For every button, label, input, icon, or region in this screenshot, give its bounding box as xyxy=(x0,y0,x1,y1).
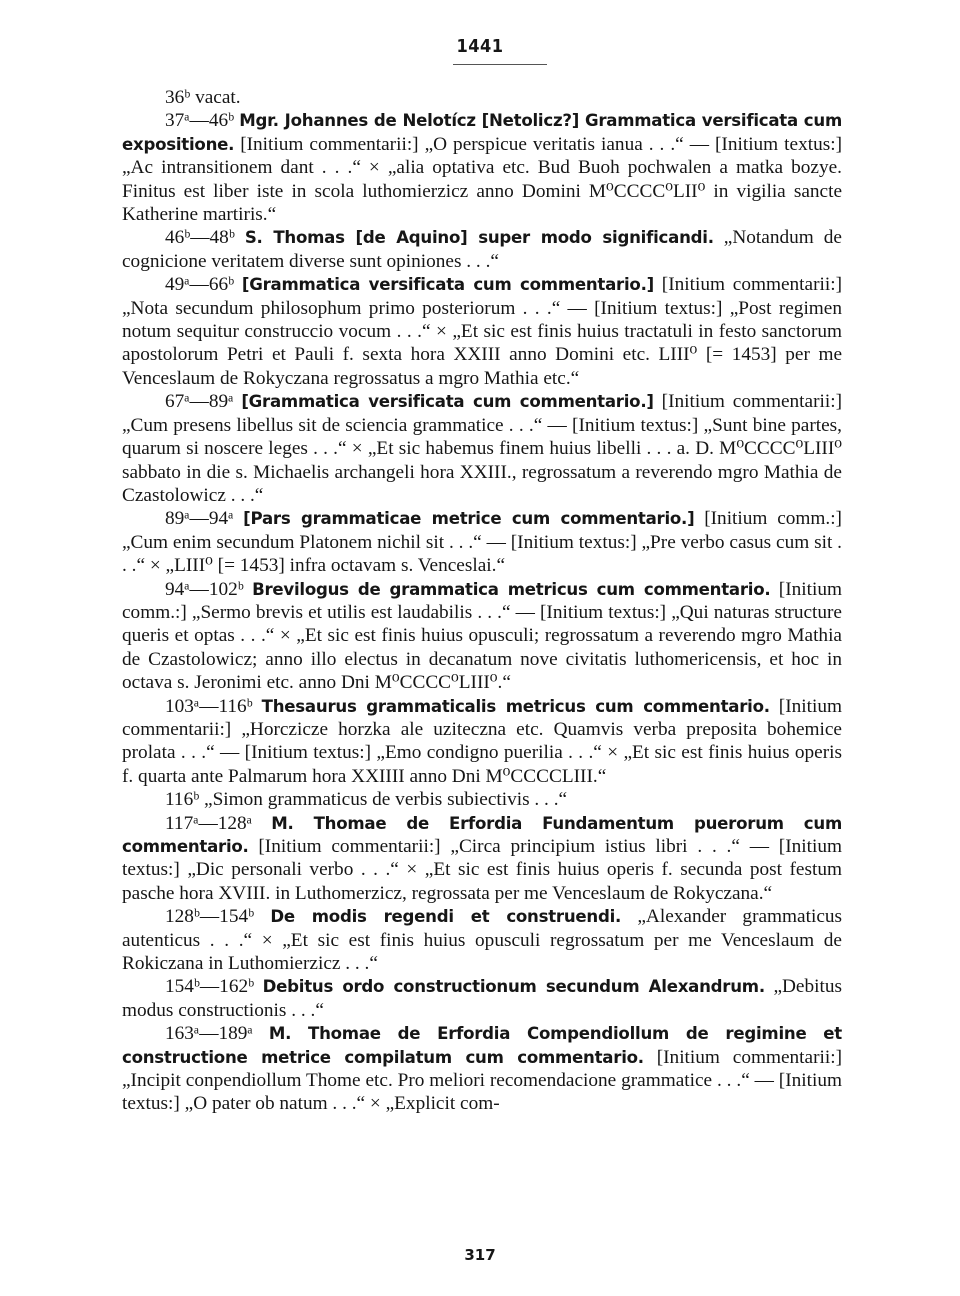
entry-67a-89a xyxy=(122,390,842,507)
work-title: Brevilogus de grammatica metricus cum commentario. xyxy=(252,579,771,599)
entry-text: vacat. xyxy=(195,87,241,108)
folio-range: 94ᵃ—102ᵇ xyxy=(165,578,244,600)
work-title: Debitus ordo constructionum secundum Alexandrum. xyxy=(262,977,765,997)
entry-text: [Initium comm.:] „Sermo brevis et utilis est laudabilis . . .“ — [Initium textus:] „Qui naturas structure queris et optas . . .“ × „Et sic est finis huius opusculi; regrossatum a reverendo mgro Mathia de Czastolowicz; anno illo electus in decanatum nove civitatis luthomericensis, et hoc in octava s. Jeronimi etc. anno Dni M⁰CCCC⁰LIII⁰.“ xyxy=(122,578,842,694)
entry-49a-66b xyxy=(122,273,842,390)
work-title: [Grammatica versificata cum commentario.] xyxy=(241,392,654,412)
work-title: [Pars grammaticae metrice cum commentario.] xyxy=(243,509,695,529)
entry-103a-116b xyxy=(122,695,842,789)
folio-range: 128ᵇ—154ᵇ xyxy=(165,906,255,928)
entry-154b-162b xyxy=(122,975,842,1022)
folio-range: 46ᵇ—48ᵇ xyxy=(165,227,235,249)
folio-range: 103ᵃ—116ᵇ xyxy=(165,695,253,717)
entry-163a-189a xyxy=(122,1022,842,1116)
entry-text: „Simon grammaticus de verbis subiectivis . . .“ xyxy=(204,789,568,811)
running-head: 1441 xyxy=(456,36,504,57)
work-title: Mgr. Johannes de Nelotícz [Netolicz?] Grammatica versificata cum expositione. xyxy=(122,111,842,154)
entry-36b xyxy=(122,86,842,109)
entry-text: [Initium commentarii:] „Cum presens libellus sit de sciencia grammatice . . .“ — [Initium textus:] „Sunt bine partes, quarum si noscere leges . . .“ × „Et sic habemus finem huius libelli . . . a. D. M⁰CCCC⁰LIII⁰ sabbato in die s. Michaelis archangeli hora XXIII., regrossatum a reverendo mgro Mathia de Czastolowicz . . .“ xyxy=(122,391,842,506)
folio-range: 154ᵇ—162ᵇ xyxy=(165,976,255,998)
catalogue-text xyxy=(122,86,842,1116)
entry-text: „Debitus modus constructionis . . .“ xyxy=(122,976,842,1021)
folio-range: 89ᵃ—94ᵃ xyxy=(165,508,234,530)
entry-text: „Notandum de cognicione veritatem diverse sunt opiniones . . .“ xyxy=(122,227,842,272)
work-title: Thesaurus grammaticalis metricus cum commentario. xyxy=(261,696,770,716)
entry-text: [Initium commentarii:] „O perspicue veritatis ianua . . .“ — [Initium textus:] „Ac intransitionem dant . . .“ × „alia optativa etc. Bud Buoh pochwalen a matka bozye. Finitus est liber iste in scola luthomierzicz anno Domini M⁰CCCC⁰LII⁰ in vigilia sancte Katherine martiris.“ xyxy=(122,133,843,226)
folio-range: 116ᵇ xyxy=(165,789,200,811)
entry-46b-48b xyxy=(122,226,842,273)
folio-range: 36ᵇ xyxy=(165,87,191,108)
entry-128b-154b xyxy=(122,905,842,975)
work-title: S. Thomas [de Aquino] super modo significandi. xyxy=(244,228,714,248)
folio-range: 67ᵃ—89ᵃ xyxy=(165,391,234,413)
folio-range: 117ᵃ—128ᵃ xyxy=(165,812,252,834)
entry-text: [Initium commentarii:] „Incipit conpendiollum Thome etc. Pro meliori recomendacione grammatice . . .“ — [Initium textus:] „O pater ob natum . . .“ × „Explicit com- xyxy=(122,1046,843,1115)
work-title: M. Thomae de Erfordia Fundamentum puerorum cum commentario. xyxy=(122,813,842,856)
entry-89a-94a xyxy=(122,507,842,577)
entry-text: „Alexander grammaticus autenticus . . .“ × „Et sic est finis huius opusculi regrossatum per me Venceslaum de Rokiczana in Luthomierzicz . . .“ xyxy=(122,906,843,975)
entry-117a-128a xyxy=(122,812,842,906)
entry-37a-46b xyxy=(122,109,842,226)
page-number: 317 xyxy=(464,1246,496,1264)
work-title: M. Thomae de Erfordia Compendiollum de regimine et constructione metrice compilatum cum commentario. xyxy=(122,1024,842,1067)
work-title: De modis regendi et construendi. xyxy=(270,907,622,927)
header-rule xyxy=(453,64,547,65)
folio-range: 163ᵃ—189ᵃ xyxy=(165,1023,253,1045)
folio-range: 49ᵃ—66ᵇ xyxy=(165,274,235,296)
folio-range: 37ᵃ—46ᵇ xyxy=(165,110,235,132)
entry-text: [Initium commentarii:] „Nota secundum philosophum primo posteriorum . . .“ — [Initium textus:] „Post regimen notum sequitur construccio vocum . . .“ × „Et sic est finis huius tractatuli in festo sanctorum apostolorum Petri et Pauli f. sexta hora XXIII anno Domini etc. LIII⁰ [= 1453] per me Venceslaum de Rokyczana regrossatus a mgro Mathia etc.“ xyxy=(122,274,842,389)
entry-text: [Initium commentarii:] „Horczicze horzka ale uziteczna etc. Quamvis verba preposita bohemice prolata . . .“ — [Initium textus:] „Emo condigno puerilia . . .“ × „Et sic est finis huius operis f. quarta ante Palmarum hora XXIIII anno Dni M⁰CCCCLIII.“ xyxy=(122,695,842,787)
entry-94a-102b xyxy=(122,578,842,695)
work-title: [Grammatica versificata cum commentario.] xyxy=(241,275,654,295)
entry-text: [Initium commentarii:] „Circa principium istius libri . . .“ — [Initium textus:] „Dic personali verbo . . .“ × „Et sic est finis huius operis f. secunda post festum pasche hora XVIII. in Luthomerzicz, regrossata per me Venceslaum de Rokyczana.“ xyxy=(122,836,842,904)
entry-text: [Initium comm.:] „Cum enim secundum Platonem nichil sit . . .“ — [Initium textus:] „Pre verbo casus cum sit . . .“ × „LIII⁰ [= 1453] infra octavam s. Venceslai.“ xyxy=(122,508,842,577)
entry-116b xyxy=(122,788,842,811)
